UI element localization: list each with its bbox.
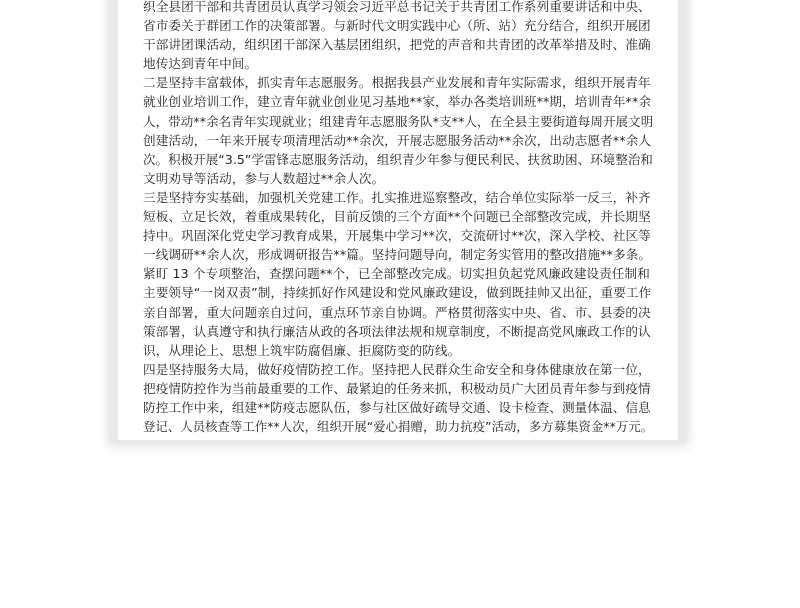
document-body <box>143 0 653 436</box>
text-line: 短板、立足长效，着重成果转化，目前反馈的三个方面**个问题已全部整改完成，并长期坚 <box>143 209 651 225</box>
text-line: 创建活动，一年来开展专项清理活动**余次，开展志愿服务活动**余次，出动志愿者**余人 <box>143 132 652 148</box>
text-line: 文明劝导等活动，参与人数超过**余人次。 <box>143 170 385 186</box>
text-line: 就业创业培训工作，建立青年就业创业见习基地**家，举办各类培训班**期，培训青年**余 <box>143 94 652 110</box>
text-line: 四是坚持服务大局，做好疫情防控工作。坚持把人民群众生命安全和身体健康放在第一位， <box>143 361 651 377</box>
text-line: 织全县团干部和共青团员认真学习领会习近平总书记关于共青团工作系列重要讲话和中央、 <box>143 0 651 14</box>
text-line: 人，带动**余名青年实现就业；组建青年志愿服务队*支**人，在全县主要街道每周开展文明 <box>143 113 654 129</box>
text-line: 亲自部署，重大问题亲自过问，重点环节亲自协调。严格贯彻落实中央、省、市、县委的决 <box>143 304 651 320</box>
text-line: 主要领导“一岗双责”制，持续抓好作风建设和党风廉政建设，做到既挂帅又出征，重要工作 <box>143 285 652 301</box>
document-page <box>118 0 678 440</box>
text-line: 省市委关于群团工作的决策部署。与新时代文明实践中心（所、站）充分结合，组织开展团 <box>143 18 651 34</box>
text-line: 防控工作中来，组建**防疫志愿队伍，参与社区做好疏导交通、设卡检查、测量体温、信息 <box>143 399 651 415</box>
text-line: 干部讲团课活动，组织团干部深入基层团组织，把党的声音和共青团的改革举措及时、准确 <box>143 37 651 53</box>
text-line: 把疫情防控作为当前最重要的工作、最紧迫的任务来抓，积极动员广大团员青年参与到疫情 <box>143 380 651 396</box>
text-line: 紧盯 13 个专项整治，查摆问题**个，已全部整改完成。切实担负起党风廉政建设责任制和 <box>143 266 650 282</box>
text-line: 地传达到青年中间。 <box>143 56 258 72</box>
text-line: 次。积极开展“3.5”学雷锋志愿服务活动，组织青少年参与便民利民、扶贫助困、环境整治和 <box>143 151 653 167</box>
text-line: 二是坚持丰富载体，抓实青年志愿服务。根据我县产业发展和青年实际需求，组织开展青年 <box>143 75 651 91</box>
text-line: 三是坚持夯实基础，加强机关党建工作。扎实推进巡察整改，结合单位实际举一反三，补齐 <box>143 189 651 205</box>
text-line: 一线调研**余人次，形成调研报告**篇。坚持问题导向，制定务实管用的整改措施**多条。 <box>143 247 652 263</box>
text-line: 持中。巩固深化党史学习教育成果，开展集中学习**次，交流研讨**次，深入学校、社区等 <box>143 228 651 244</box>
text-line: 策部署，认真遵守和执行廉洁从政的各项法律法规和规章制度，不断提高党风廉政工作的认 <box>143 323 651 339</box>
text-line: 识，从理论上、思想上筑牢防腐倡廉、拒腐防变的防线。 <box>143 342 461 358</box>
text-line: 登记、人员核查等工作**人次，组织开展“爱心捐赠，助力抗疫”活动，多方募集资金**万元。 <box>143 419 654 435</box>
